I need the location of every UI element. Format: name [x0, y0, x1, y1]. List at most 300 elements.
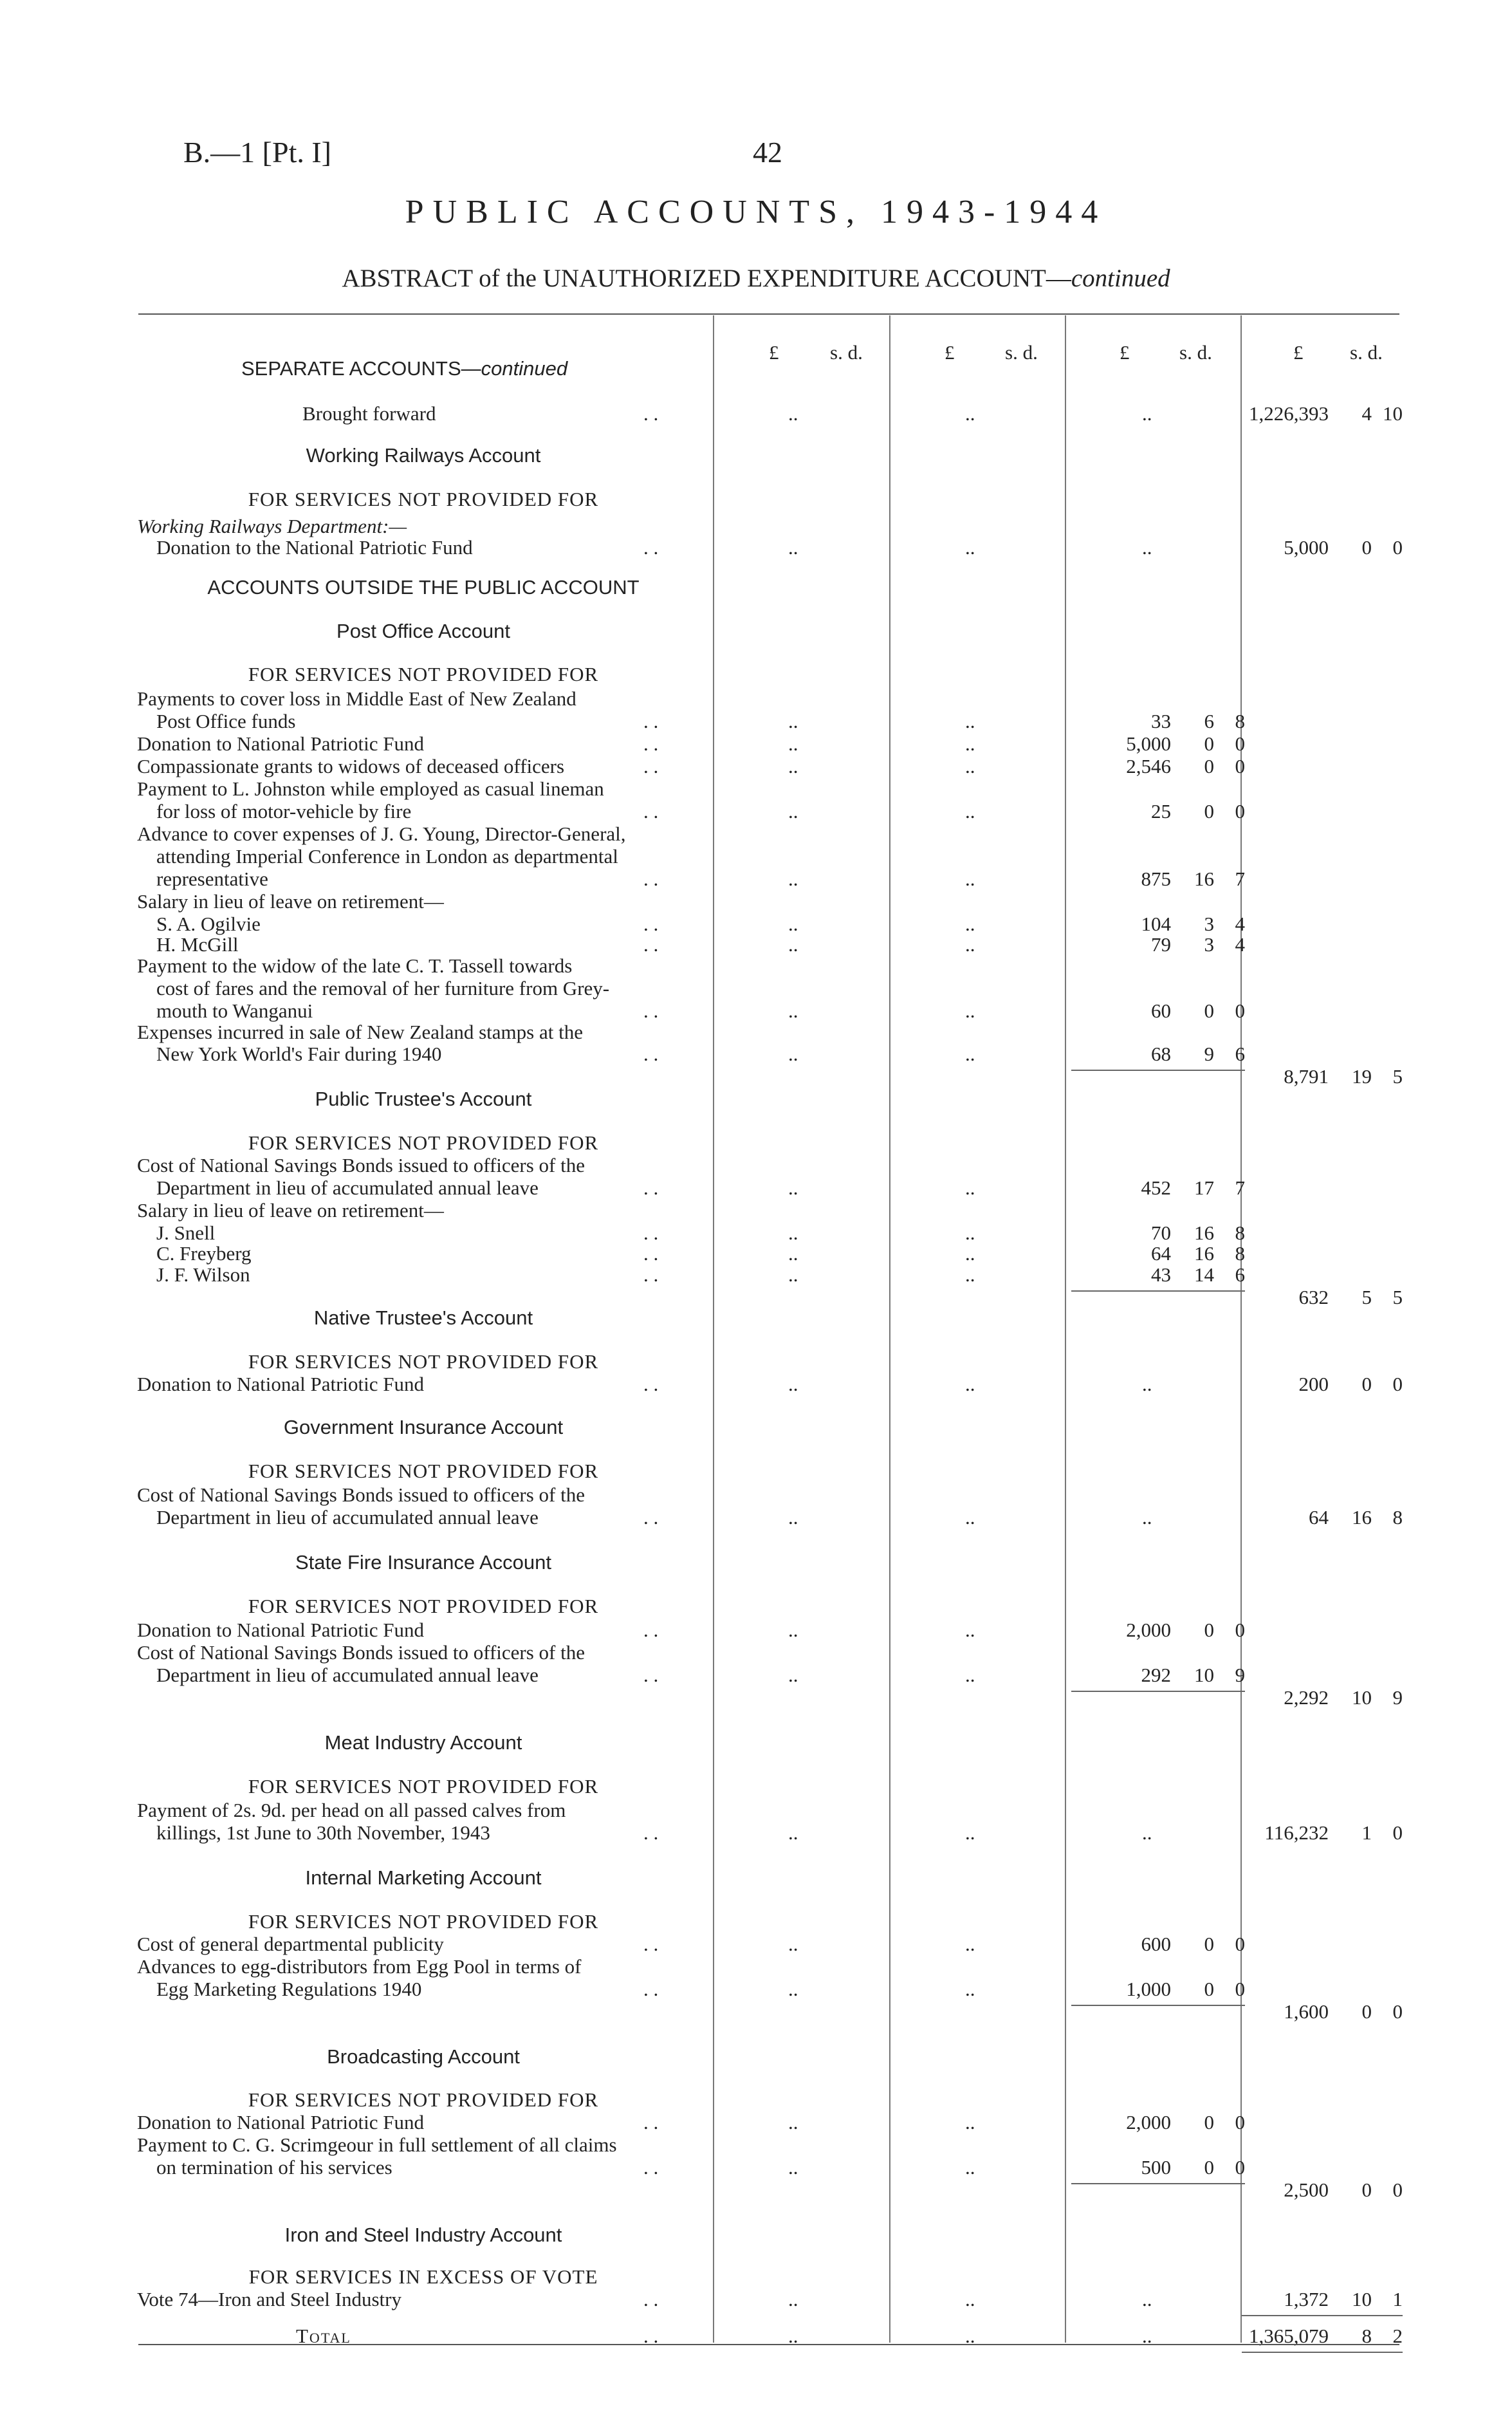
empty-column-dots: ..	[965, 1978, 975, 2000]
empty-column-dots: ..	[1142, 1506, 1152, 1528]
empty-column-dots: ..	[965, 999, 975, 1022]
table-row	[0, 2288, 1512, 2311]
account-heading: Working Railways Account	[306, 444, 541, 467]
table-row	[0, 913, 1512, 936]
table-row	[0, 1955, 1512, 1978]
empty-column-dots: ..	[965, 1664, 975, 1686]
table-row	[0, 1775, 1512, 1798]
account-heading: Public Trustee's Account	[315, 1088, 532, 1110]
amount-pence: 8	[1235, 1242, 1245, 1265]
col3-sd-heading: s. d.	[1179, 341, 1212, 364]
dot-leader: . .	[643, 2156, 659, 2179]
amount-pence: 0	[1235, 800, 1245, 822]
amount-pence: 4	[1235, 913, 1245, 935]
empty-column-dots: ..	[788, 1619, 798, 1641]
table-row	[0, 1222, 1512, 1245]
empty-column-dots: ..	[788, 913, 798, 935]
dot-leader: . .	[643, 732, 659, 755]
page-title: PUBLIC ACCOUNTS, 1943-1944	[405, 194, 1107, 230]
empty-column-dots: ..	[965, 913, 975, 935]
col4-sd-heading: s. d.	[1350, 341, 1383, 364]
page-subtitle	[0, 264, 1512, 293]
row-description: Payment to C. G. Scrimgeour in full settlement of all claims	[137, 2133, 617, 2156]
table-row	[0, 845, 1512, 868]
dot-leader: . .	[643, 1043, 659, 1065]
table-top-rule	[138, 313, 1399, 315]
row-description: Cost of National Savings Bonds issued to officers of the	[137, 1483, 585, 1506]
account-heading: ACCOUNTS OUTSIDE THE PUBLIC ACCOUNT	[207, 576, 640, 599]
amount-shillings: 0	[1204, 2156, 1214, 2179]
table-row	[0, 1460, 1512, 1483]
table-row	[0, 1350, 1512, 1373]
row-description: attending Imperial Conference in London as departmental	[156, 845, 618, 868]
table-row	[0, 515, 1512, 538]
amount-shillings: 10	[1352, 1686, 1372, 1709]
empty-column-dots: ..	[788, 1242, 798, 1265]
amount-pounds: 600	[1141, 1933, 1171, 1955]
table-row	[0, 1641, 1512, 1664]
table-row	[0, 1154, 1512, 1177]
table-row	[0, 755, 1512, 778]
account-heading: Post Office Account	[337, 620, 510, 642]
amount-pounds: 875	[1141, 868, 1171, 890]
document-reference: B.—1 [Pt. I]	[183, 136, 331, 169]
amount-pence: 1	[1392, 2288, 1403, 2310]
empty-column-dots: ..	[788, 1373, 798, 1395]
amount-pounds: 8,791	[1284, 1065, 1329, 1088]
dot-leader: . .	[643, 933, 659, 956]
table-row	[0, 1065, 1512, 1088]
amount-shillings: 3	[1204, 913, 1214, 935]
row-description: C. Freyberg	[156, 1242, 252, 1265]
dot-leader: . .	[643, 1933, 659, 1955]
dot-leader: . .	[643, 913, 659, 935]
category-heading: FOR SERVICES NOT PROVIDED FOR	[248, 663, 599, 685]
amount-shillings: 0	[1361, 2179, 1372, 2201]
account-heading: Internal Marketing Account	[305, 1866, 542, 1889]
col1-pound-heading: £	[769, 341, 779, 364]
empty-column-dots: ..	[965, 1373, 975, 1395]
empty-column-dots: ..	[965, 2111, 975, 2133]
amount-pounds: 1,000	[1126, 1978, 1171, 2000]
dot-leader: . .	[643, 2111, 659, 2133]
table-bottom-rule	[138, 2344, 1399, 2345]
section-heading-row	[0, 1306, 1512, 1330]
category-heading: FOR SERVICES NOT PROVIDED FOR	[248, 1131, 599, 1154]
total-rule	[1242, 2315, 1403, 2316]
amount-shillings: 0	[1361, 536, 1372, 559]
amount-shillings: 0	[1204, 800, 1214, 822]
amount-pounds: 33	[1151, 710, 1171, 732]
row-description: for loss of motor-vehicle by fire	[156, 800, 412, 822]
empty-column-dots: ..	[965, 536, 975, 559]
row-description: J. Snell	[156, 1222, 216, 1244]
empty-column-dots: ..	[788, 710, 798, 732]
empty-column-dots: ..	[788, 732, 798, 755]
dot-leader: . .	[643, 1978, 659, 2000]
dot-leader: . .	[643, 2288, 659, 2310]
table-row	[0, 890, 1512, 913]
amount-pounds: 5,000	[1284, 536, 1329, 559]
dot-leader: . .	[643, 536, 659, 559]
amount-pence: 0	[1392, 1821, 1403, 1844]
amount-shillings: 0	[1204, 999, 1214, 1022]
row-description: Department in lieu of accumulated annual leave	[156, 1176, 539, 1199]
amount-shillings: 10	[1194, 1664, 1214, 1686]
amount-pounds: 43	[1151, 1263, 1171, 1286]
empty-column-dots: ..	[788, 755, 798, 777]
section-heading-row	[0, 2224, 1512, 2247]
amount-shillings: 17	[1194, 1176, 1214, 1199]
empty-column-dots: ..	[965, 2156, 975, 2179]
col2-pound-heading: £	[945, 341, 955, 364]
empty-column-dots: ..	[788, 2111, 798, 2133]
table-row	[0, 2000, 1512, 2023]
table-row	[0, 1595, 1512, 1618]
amount-pence: 0	[1235, 1619, 1245, 1641]
dot-leader: . .	[643, 1664, 659, 1686]
row-description: Department in lieu of accumulated annual leave	[156, 1506, 539, 1528]
table-row	[0, 1821, 1512, 1844]
table-row	[0, 402, 1512, 425]
empty-column-dots: ..	[788, 933, 798, 956]
empty-column-dots: ..	[965, 755, 975, 777]
amount-shillings: 14	[1194, 1263, 1214, 1286]
empty-column-dots: ..	[788, 999, 798, 1022]
empty-column-dots: ..	[1142, 536, 1152, 559]
empty-column-dots: ..	[788, 868, 798, 890]
amount-shillings: 10	[1352, 2288, 1372, 2310]
empty-column-dots: ..	[1142, 402, 1152, 425]
section-heading-row	[0, 2045, 1512, 2068]
table-row	[0, 663, 1512, 686]
category-heading: FOR SERVICES NOT PROVIDED FOR	[248, 1350, 599, 1373]
empty-column-dots: ..	[965, 1043, 975, 1065]
amount-shillings: 19	[1352, 1065, 1372, 1088]
row-description: Payment to the widow of the late C. T. Tassell towards	[137, 954, 573, 977]
page-number: 42	[753, 136, 782, 169]
amount-pence: 2	[1392, 2325, 1403, 2347]
empty-column-dots: ..	[965, 732, 975, 755]
empty-column-dots: ..	[788, 1933, 798, 1955]
amount-pounds: 68	[1151, 1043, 1171, 1065]
section-heading-row	[0, 1416, 1512, 1439]
row-description: Department in lieu of accumulated annual leave	[156, 1664, 539, 1686]
amount-pence: 0	[1235, 1933, 1245, 1955]
account-heading: Meat Industry Account	[324, 1731, 522, 1754]
amount-pence: 8	[1235, 1222, 1245, 1244]
amount-pence: 0	[1235, 2111, 1245, 2133]
dot-leader: . .	[643, 1373, 659, 1395]
amount-shillings: 0	[1204, 1619, 1214, 1641]
row-description: Salary in lieu of leave on retirement—	[137, 1199, 444, 1222]
table-row	[0, 1686, 1512, 1709]
category-heading: FOR SERVICES NOT PROVIDED FOR	[248, 1910, 599, 1933]
table-row	[0, 2133, 1512, 2157]
amount-pounds: 2,500	[1284, 2179, 1329, 2201]
row-description: J. F. Wilson	[156, 1263, 250, 1286]
empty-column-dots: ..	[788, 2156, 798, 2179]
amount-shillings: 8	[1361, 2325, 1372, 2347]
amount-pounds: 70	[1151, 1222, 1171, 1244]
empty-column-dots: ..	[965, 1821, 975, 1844]
amount-shillings: 5	[1361, 1286, 1372, 1308]
row-description: killings, 1st June to 30th November, 1943	[156, 1821, 490, 1844]
amount-pence: 0	[1235, 2156, 1245, 2179]
row-description: Total	[296, 2325, 351, 2347]
amount-pounds: 632	[1298, 1286, 1329, 1308]
amount-shillings: 9	[1204, 1043, 1214, 1065]
section-heading-row	[0, 576, 1512, 599]
amount-pounds: 5,000	[1126, 732, 1171, 755]
amount-shillings: 16	[1194, 868, 1214, 890]
table-row	[0, 710, 1512, 733]
col4-pound-heading: £	[1293, 341, 1304, 364]
amount-pounds: 79	[1151, 933, 1171, 956]
table-row	[0, 1978, 1512, 2001]
amount-pence: 4	[1235, 933, 1245, 956]
row-description: Cost of National Savings Bonds issued to officers of the	[137, 1641, 585, 1664]
table-row	[0, 1176, 1512, 1200]
amount-pence: 6	[1235, 1043, 1245, 1065]
amount-pounds: 116,232	[1264, 1821, 1329, 1844]
row-description: Donation to National Patriotic Fund	[137, 732, 425, 755]
amount-pounds: 64	[1151, 1242, 1171, 1265]
row-description: Compassionate grants to widows of deceased officers	[137, 755, 565, 777]
table-row	[0, 1199, 1512, 1222]
amount-shillings: 4	[1361, 402, 1372, 425]
table-row	[0, 2111, 1512, 2134]
row-description: Donation to the National Patriotic Fund	[156, 536, 473, 559]
table-row	[0, 800, 1512, 823]
section-heading-row	[0, 1551, 1512, 1574]
amount-shillings: 0	[1204, 755, 1214, 777]
empty-column-dots: ..	[1142, 2288, 1152, 2310]
row-description: New York World's Fair during 1940	[156, 1043, 442, 1065]
row-description: Advances to egg-distributors from Egg Pool in terms of	[137, 1955, 582, 1978]
section-heading-row	[0, 620, 1512, 643]
row-description: Advance to cover expenses of J. G. Young, Director-General,	[137, 822, 626, 845]
empty-column-dots: ..	[788, 1043, 798, 1065]
amount-shillings: 16	[1194, 1242, 1214, 1265]
amount-pounds: 452	[1141, 1176, 1171, 1199]
section-heading-row	[0, 1088, 1512, 1111]
table-row	[0, 1483, 1512, 1507]
table-row	[0, 536, 1512, 559]
empty-column-dots: ..	[1142, 2325, 1152, 2347]
amount-shillings: 0	[1361, 1373, 1372, 1395]
empty-column-dots: ..	[965, 1263, 975, 1286]
category-heading: FOR SERVICES NOT PROVIDED FOR	[248, 1775, 599, 1798]
table-row	[0, 868, 1512, 891]
category-heading: FOR SERVICES NOT PROVIDED FOR	[248, 2088, 599, 2111]
row-description: Cost of National Savings Bonds issued to officers of the	[137, 1154, 585, 1176]
empty-column-dots: ..	[965, 1176, 975, 1199]
col2-sd-heading: s. d.	[1005, 341, 1038, 364]
empty-column-dots: ..	[788, 2288, 798, 2310]
empty-column-dots: ..	[965, 710, 975, 732]
row-description: Post Office funds	[156, 710, 296, 732]
table-row	[0, 1043, 1512, 1066]
empty-column-dots: ..	[965, 800, 975, 822]
amount-shillings: 0	[1204, 1933, 1214, 1955]
table-row	[0, 977, 1512, 1000]
empty-column-dots: ..	[965, 1506, 975, 1528]
row-description: Egg Marketing Regulations 1940	[156, 1978, 422, 2000]
category-heading: FOR SERVICES NOT PROVIDED FOR	[248, 1595, 599, 1617]
dot-leader: . .	[643, 1242, 659, 1265]
total-rule	[1242, 2352, 1403, 2353]
amount-pounds: 2,000	[1126, 2111, 1171, 2133]
row-description: mouth to Wanganui	[156, 999, 313, 1022]
empty-column-dots: ..	[965, 868, 975, 890]
amount-pence: 0	[1392, 536, 1403, 559]
table-row	[0, 1021, 1512, 1044]
table-row	[0, 1263, 1512, 1287]
account-heading: Government Insurance Account	[283, 1416, 564, 1438]
amount-pence: 0	[1392, 2179, 1403, 2201]
dot-leader: . .	[643, 1176, 659, 1199]
empty-column-dots: ..	[788, 1222, 798, 1244]
table-row	[0, 1664, 1512, 1687]
amount-shillings: 6	[1204, 710, 1214, 732]
category-heading: FOR SERVICES NOT PROVIDED FOR	[248, 488, 599, 510]
category-heading: FOR SERVICES NOT PROVIDED FOR	[248, 1460, 599, 1482]
dot-leader: . .	[643, 1506, 659, 1528]
amount-shillings: 1	[1361, 1821, 1372, 1844]
amount-pence: 10	[1383, 402, 1403, 425]
subtitle-continued: continued	[1071, 265, 1170, 292]
table-row	[0, 2088, 1512, 2112]
table-row	[0, 1506, 1512, 1529]
table-row	[0, 488, 1512, 511]
table-row	[0, 2265, 1512, 2289]
table-row	[0, 1286, 1512, 1309]
dot-leader: . .	[643, 1619, 659, 1641]
amount-pounds: 60	[1151, 999, 1171, 1022]
row-description: Donation to National Patriotic Fund	[137, 1619, 425, 1641]
empty-column-dots: ..	[965, 1933, 975, 1955]
row-description: Payments to cover loss in Middle East of New Zealand	[137, 687, 576, 710]
row-description: Expenses incurred in sale of New Zealand stamps at the	[137, 1021, 583, 1043]
row-description: Payment to L. Johnston while employed as casual lineman	[137, 777, 604, 800]
row-description: Working Railways Department:—	[137, 515, 407, 537]
amount-pounds: 25	[1151, 800, 1171, 822]
amount-shillings: 0	[1204, 2111, 1214, 2133]
table-row	[0, 999, 1512, 1023]
empty-column-dots: ..	[788, 1263, 798, 1286]
empty-column-dots: ..	[965, 2288, 975, 2310]
empty-column-dots: ..	[788, 402, 798, 425]
row-description: representative	[156, 868, 268, 890]
empty-column-dots: ..	[788, 536, 798, 559]
empty-column-dots: ..	[788, 1978, 798, 2000]
dot-leader: . .	[643, 710, 659, 732]
row-description: Cost of general departmental publicity	[137, 1933, 444, 1955]
row-description: H. McGill	[156, 933, 239, 956]
section-heading-row	[0, 1866, 1512, 1890]
amount-pounds: 1,600	[1284, 2000, 1329, 2023]
empty-column-dots: ..	[965, 1242, 975, 1265]
amount-pence: 9	[1235, 1664, 1245, 1686]
table-row	[0, 1799, 1512, 1822]
amount-shillings: 0	[1204, 732, 1214, 755]
amount-pence: 0	[1235, 999, 1245, 1022]
dot-leader: . .	[643, 1263, 659, 1286]
amount-pence: 5	[1392, 1286, 1403, 1308]
table-row	[0, 1910, 1512, 1933]
amount-pence: 7	[1235, 1176, 1245, 1199]
dot-leader: . .	[643, 800, 659, 822]
amount-shillings: 16	[1352, 1506, 1372, 1528]
amount-pounds: 2,000	[1126, 1619, 1171, 1641]
table-row	[0, 954, 1512, 978]
dot-leader: . .	[643, 2325, 659, 2347]
table-row	[0, 1131, 1512, 1155]
account-heading: Iron and Steel Industry Account	[284, 2224, 562, 2246]
amount-pence: 8	[1392, 1506, 1403, 1528]
empty-column-dots: ..	[965, 1222, 975, 1244]
dot-leader: . .	[643, 1821, 659, 1844]
empty-column-dots: ..	[965, 402, 975, 425]
row-description: Vote 74—Iron and Steel Industry	[137, 2288, 401, 2310]
section-heading-row	[0, 444, 1512, 467]
table-row	[0, 1619, 1512, 1642]
amount-pounds: 2,546	[1126, 755, 1171, 777]
table-row	[0, 1933, 1512, 1956]
table-row	[0, 732, 1512, 756]
table-row	[0, 933, 1512, 956]
dot-leader: . .	[643, 402, 659, 425]
amount-pounds: 200	[1298, 1373, 1329, 1395]
empty-column-dots: ..	[788, 800, 798, 822]
amount-pounds: 2,292	[1284, 1686, 1329, 1709]
empty-column-dots: ..	[788, 1506, 798, 1528]
empty-column-dots: ..	[788, 1821, 798, 1844]
column-heading-continued: continued	[481, 357, 568, 380]
row-description: Salary in lieu of leave on retirement—	[137, 890, 444, 913]
amount-shillings: 0	[1361, 2000, 1372, 2023]
amount-pounds: 104	[1141, 913, 1171, 935]
col1-sd-heading: s. d.	[830, 341, 863, 364]
amount-shillings: 16	[1194, 1222, 1214, 1244]
table-row	[0, 1373, 1512, 1396]
column-heading-description	[241, 357, 567, 380]
amount-pence: 7	[1235, 868, 1245, 890]
dot-leader: . .	[643, 1222, 659, 1244]
row-description: Brought forward	[302, 402, 436, 425]
table-row	[0, 822, 1512, 846]
section-heading-row	[0, 1731, 1512, 1754]
amount-pence: 0	[1392, 1373, 1403, 1395]
empty-column-dots: ..	[965, 2325, 975, 2347]
amount-pence: 0	[1235, 732, 1245, 755]
empty-column-dots: ..	[1142, 1373, 1152, 1395]
dot-leader: . .	[643, 999, 659, 1022]
amount-pence: 8	[1235, 710, 1245, 732]
amount-pence: 0	[1392, 2000, 1403, 2023]
amount-pence: 0	[1235, 1978, 1245, 2000]
table-row	[0, 2156, 1512, 2179]
empty-column-dots: ..	[965, 1619, 975, 1641]
account-heading: State Fire Insurance Account	[295, 1551, 552, 1574]
table-row	[0, 2179, 1512, 2202]
row-description: Payment of 2s. 9d. per head on all passed calves from	[137, 1799, 566, 1821]
row-description: cost of fares and the removal of her furniture from Grey-	[156, 977, 610, 999]
amount-pence: 5	[1392, 1065, 1403, 1088]
amount-pounds: 292	[1141, 1664, 1171, 1686]
amount-pence: 9	[1392, 1686, 1403, 1709]
